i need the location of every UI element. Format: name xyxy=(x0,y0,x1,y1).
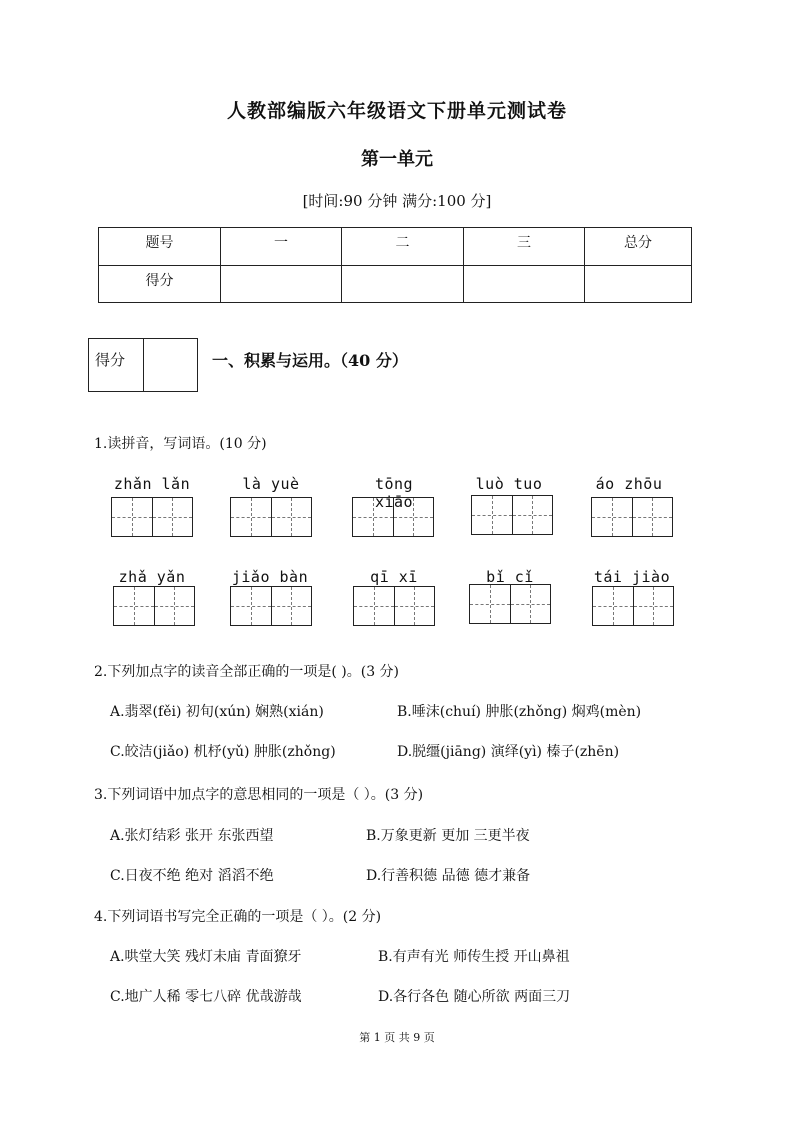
question-4-option-a: A.哄堂大笑 残灯未庙 青面獠牙 xyxy=(110,949,302,965)
writing-grid[interactable] xyxy=(471,495,553,535)
writing-grid[interactable] xyxy=(592,586,674,626)
section-1-title: 一、积累与运用。（40 分） xyxy=(212,351,408,370)
score-input-cell[interactable] xyxy=(342,265,464,303)
writing-grid[interactable] xyxy=(469,584,551,624)
question-4-option-b: B.有声有光 师传生授 开山鼻祖 xyxy=(378,949,570,965)
writing-grid[interactable] xyxy=(591,497,673,537)
time-score-info: [时间:90 分钟 满分:100 分] xyxy=(302,192,492,210)
score-table xyxy=(98,227,692,303)
question-3-option-b: B.万象更新 更加 三更半夜 xyxy=(366,828,530,844)
unit-title: 第一单元 xyxy=(361,149,433,170)
section-score-box xyxy=(88,338,198,392)
question-2-option-a: A.翡翠(fěi) 初旬(xún) 娴熟(xián) xyxy=(110,704,324,720)
pinyin-label: luò tuo xyxy=(475,475,543,493)
pinyin-label: jiǎo bàn xyxy=(231,568,309,586)
writing-grid[interactable] xyxy=(352,497,434,537)
question-3-prompt: 3.下列词语中加点字的意思相同的一项是（ ）。(3 分) xyxy=(94,787,424,803)
question-4-option-d: D.各行各色 随心所欲 两面三刀 xyxy=(378,989,571,1005)
pinyin-label: qī xī xyxy=(370,568,418,586)
pinyin-label: là yuè xyxy=(242,475,300,493)
page-title: 人教部编版六年级语文下册单元测试卷 xyxy=(226,100,567,122)
question-3-option-c: C.日夜不绝 绝对 滔滔不绝 xyxy=(110,868,274,884)
question-2-prompt: 2.下列加点字的读音全部正确的一项是( )。(3 分) xyxy=(94,664,400,680)
score-input-cell[interactable] xyxy=(464,265,585,303)
writing-grid[interactable] xyxy=(230,586,312,626)
score-header-cell: 三 xyxy=(464,228,585,266)
score-input-cell[interactable] xyxy=(585,265,692,303)
question-4-option-c: C.地广人稀 零七八碎 优哉游哉 xyxy=(110,989,302,1005)
pinyin-label: zhǎn lǎn xyxy=(113,475,191,493)
question-2-option-d: D.脱缰(jiāng) 演绎(yì) 榛子(zhēn) xyxy=(397,744,620,760)
question-3-option-d: D.行善积德 品德 德才兼备 xyxy=(366,868,531,884)
score-row-label: 得分 xyxy=(99,265,221,303)
score-header-cell: 二 xyxy=(342,228,464,266)
score-header-cell: 题号 xyxy=(99,228,221,266)
score-table-score-row xyxy=(99,265,692,303)
writing-grid[interactable] xyxy=(230,497,312,537)
pinyin-label: tōng xiāo xyxy=(374,475,414,511)
writing-grid[interactable] xyxy=(353,586,435,626)
question-2-option-b: B.唾沫(chuí) 肿胀(zhǒng) 焖鸡(mèn) xyxy=(397,704,642,720)
question-1-prompt: 1.读拼音，写词语。(10 分) xyxy=(94,436,267,452)
score-table-header-row xyxy=(99,228,692,266)
pinyin-label: zhǎ yǎn xyxy=(118,568,186,586)
page-footer: 第 1 页 共 9 页 xyxy=(359,1031,435,1044)
question-2-option-c: C.皎洁(jiǎo) 机杼(yǔ) 肿胀(zhǒng) xyxy=(110,744,336,760)
score-header-cell: 一 xyxy=(221,228,342,266)
writing-grid[interactable] xyxy=(111,497,193,537)
score-header-cell: 总分 xyxy=(585,228,692,266)
pinyin-label: áo zhōu xyxy=(595,475,663,493)
pinyin-label: bǐ cǐ xyxy=(486,568,534,586)
question-4-prompt: 4.下列词语书写完全正确的一项是（ ）。(2 分) xyxy=(94,909,382,925)
writing-grid[interactable] xyxy=(113,586,195,626)
section-score-label: 得分 xyxy=(89,339,144,391)
score-input-cell[interactable] xyxy=(221,265,342,303)
pinyin-label: tái jiào xyxy=(593,568,671,586)
question-3-option-a: A.张灯结彩 张开 东张西望 xyxy=(110,828,274,844)
